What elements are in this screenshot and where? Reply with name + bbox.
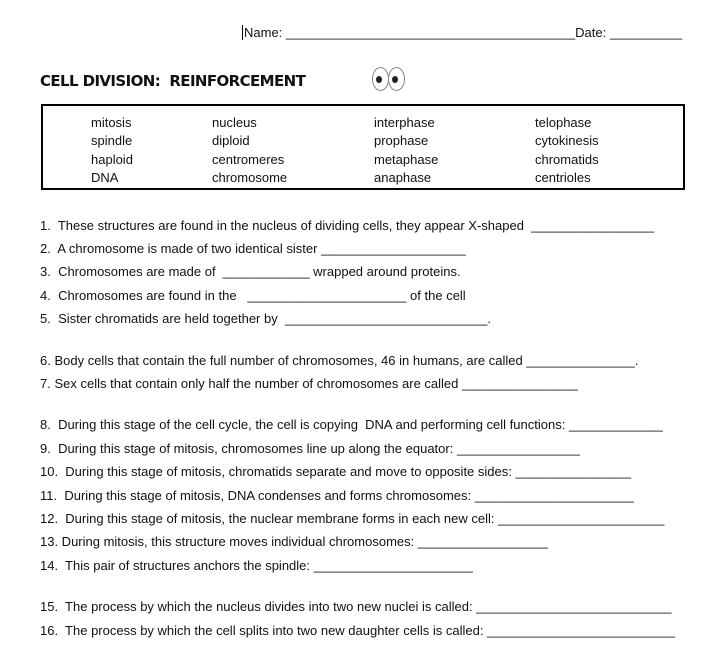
question-13[interactable]: 13. During mitosis, this structure moves individual chromosomes: __________________: [40, 534, 549, 549]
question-8[interactable]: 8. During this stage of the cell cycle, the cell is copying DNA and performing cell functions: _____________: [40, 417, 663, 432]
question-16[interactable]: 16. The process by which the cell splits into two new daughter cells is called: __________________________: [40, 623, 676, 638]
word-bank-term: prophase: [374, 133, 429, 149]
word-bank-column: [535, 114, 599, 187]
date-field[interactable]: __________: [609, 25, 683, 40]
question-3[interactable]: 3. Chromosomes are made of ____________ wrapped around proteins.: [40, 264, 461, 279]
word-bank-column: [91, 114, 133, 187]
question-5[interactable]: 5. Sister chromatids are held together by ____________________________.: [40, 311, 492, 326]
word-bank-term: centromeres: [212, 151, 285, 167]
question-4[interactable]: 4. Chromosomes are found in the ______________________ of the cell: [40, 288, 466, 303]
name-label: Name:: [244, 25, 283, 40]
date-label: Date:: [575, 25, 607, 40]
word-bank-term: telophase: [535, 115, 592, 130]
question-7[interactable]: 7. Sex cells that contain only half the number of chromosomes are called ________________: [40, 376, 578, 391]
word-bank-column: [374, 114, 438, 187]
word-bank-term: centrioles: [535, 169, 591, 185]
question-9[interactable]: 9. During this stage of mitosis, chromosomes line up along the equator: _________________: [40, 441, 580, 456]
question-2[interactable]: 2. A chromosome is made of two identical sister ____________________: [40, 241, 466, 256]
question-15[interactable]: 15. The process by which the nucleus divides into two new nuclei is called: ___________________________: [40, 599, 672, 614]
name-date-line: [242, 25, 682, 40]
word-bank-term: chromatids: [535, 151, 599, 167]
eyes-icon: [372, 67, 404, 91]
word-bank-term: nucleus: [212, 115, 257, 130]
eye-left-icon: [372, 67, 389, 91]
eye-right-icon: [388, 67, 405, 91]
question-10[interactable]: 10. During this stage of mitosis, chromatids separate and move to opposite sides: ________________: [40, 464, 632, 479]
question-12[interactable]: 12. During this stage of mitosis, the nuclear membrane forms in each new cell: _______________________: [40, 511, 665, 526]
page-title: CELL DIVISION: REINFORCEMENT: [40, 72, 306, 90]
word-bank-term: diploid: [212, 133, 250, 149]
word-bank-term: mitosis: [91, 115, 132, 130]
word-bank-term: haploid: [91, 151, 133, 167]
word-bank-term: interphase: [374, 115, 435, 130]
word-bank-term: chromosome: [212, 169, 288, 185]
word-bank-term: DNA: [91, 169, 119, 185]
word-bank-term: spindle: [91, 133, 133, 149]
word-bank: [41, 104, 685, 190]
question-1[interactable]: 1. These structures are found in the nucleus of dividing cells, they appear X-shaped _________________: [40, 218, 655, 233]
question-11[interactable]: 11. During this stage of mitosis, DNA condenses and forms chromosomes: ______________________: [40, 488, 634, 503]
text-cursor: [242, 25, 243, 40]
word-bank-term: cytokinesis: [535, 133, 599, 149]
question-6[interactable]: 6. Body cells that contain the full number of chromosomes, 46 in humans, are called _______________.: [40, 353, 639, 368]
word-bank-term: metaphase: [374, 151, 439, 167]
word-bank-term: anaphase: [374, 169, 432, 185]
question-14[interactable]: 14. This pair of structures anchors the spindle: ______________________: [40, 558, 473, 573]
word-bank-column: [212, 114, 287, 187]
name-field[interactable]: ________________________________________: [285, 25, 576, 40]
